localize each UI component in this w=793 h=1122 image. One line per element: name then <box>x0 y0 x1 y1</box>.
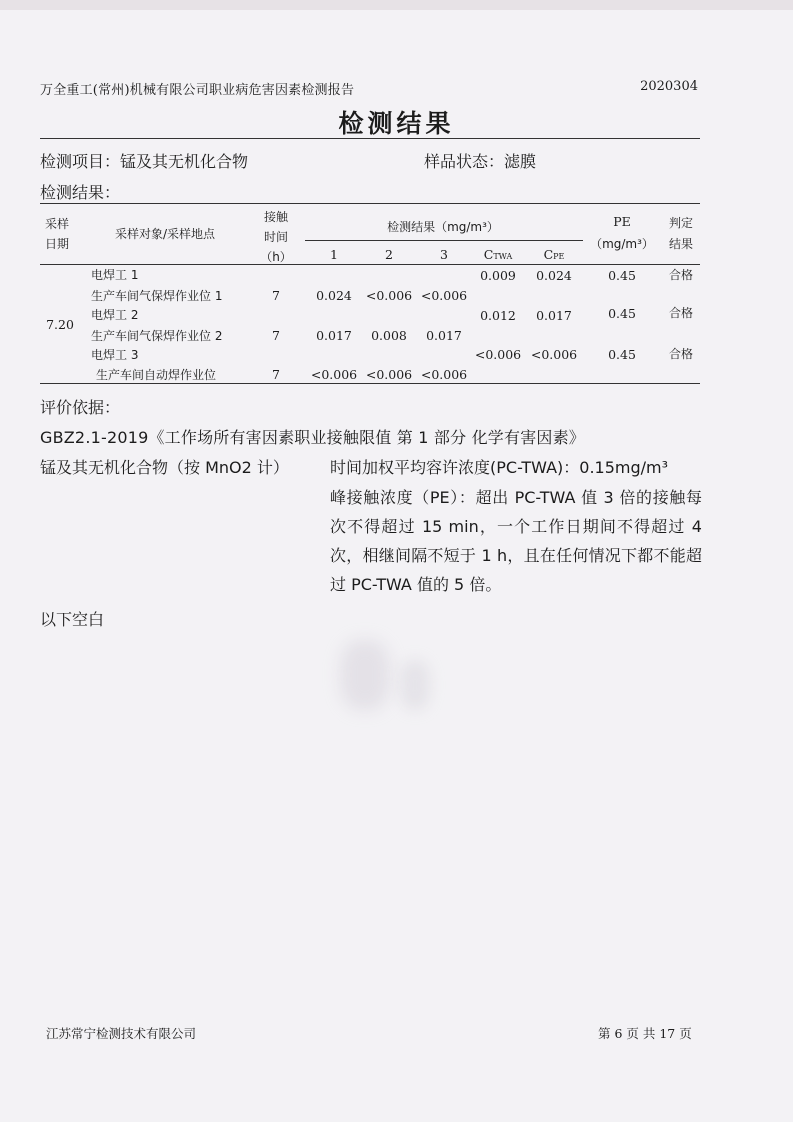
sample-state-label: 样品状态： <box>424 152 505 171</box>
basis-twa: 时间加权平均容许浓度(PC-TWA)：0.15mg/m³ <box>330 458 669 477</box>
row2-time: 7 <box>272 328 280 343</box>
row3-time: 7 <box>272 367 280 382</box>
row2-result-1: 0.017 <box>316 328 352 343</box>
title-divider <box>40 138 700 139</box>
header-date-line1: 采样 <box>44 217 70 231</box>
row1-worker: 电焊工 1 <box>91 268 139 282</box>
results-label: 检测结果： <box>40 183 121 202</box>
row2-pe: 0.45 <box>608 306 636 321</box>
table-bottom-rule <box>40 383 700 384</box>
header-pe-line1: PE <box>613 214 631 229</box>
table-header-rule <box>40 264 700 265</box>
row2-worker: 电焊工 2 <box>91 308 139 322</box>
row1-location: 生产车间气保焊作业位 1 <box>91 289 223 303</box>
header-object: 采样对象/采样地点 <box>114 227 216 241</box>
basis-substance: 锰及其无机化合物（按 MnO2 计） <box>40 458 289 477</box>
row1-time: 7 <box>272 288 280 303</box>
footer-page-number: 第 6 页 共 17 页 <box>598 1026 692 1041</box>
header-ctwa: CTWA <box>483 247 513 262</box>
footer-company: 江苏常宁检测技术有限公司 <box>46 1026 197 1041</box>
row2-ctwa: 0.012 <box>480 308 516 323</box>
sample-date: 7.20 <box>46 317 74 332</box>
sample-state-value: 滤膜 <box>504 152 537 171</box>
row1-pe: 0.45 <box>608 268 636 283</box>
row3-worker: 电焊工 3 <box>91 348 139 362</box>
row3-cpe: <0.006 <box>530 347 578 362</box>
row3-result-3: <0.006 <box>420 367 468 382</box>
header-time-line3: （h） <box>260 250 292 264</box>
results-sub-rule <box>305 240 583 241</box>
basis-heading: 评价依据： <box>40 398 121 417</box>
header-date-line2: 日期 <box>44 237 70 251</box>
row3-result-1: <0.006 <box>310 367 358 382</box>
row1-ctwa: 0.009 <box>480 268 516 283</box>
row2-cpe: 0.017 <box>536 308 572 323</box>
row3-pe: 0.45 <box>608 347 636 362</box>
table-top-rule <box>40 203 700 204</box>
basis-pe-text: 峰接触浓度（PE）：超出 PC-TWA 值 3 倍的接触每次不得超过 15 min，一个工作日期间不得超过 4 次，相继间隔不短于 1 h，且在任何情况下都不能超过 PC-TWA 值的 5 倍。 <box>330 488 702 594</box>
sample-state <box>424 149 536 172</box>
report-number: 2020304 <box>640 79 698 94</box>
test-item-label: 检测项目： <box>40 152 121 171</box>
row3-ctwa: <0.006 <box>474 347 522 362</box>
row3-judge: 合格 <box>668 347 694 361</box>
row3-result-2: <0.006 <box>365 367 413 382</box>
paper-smudge <box>340 640 390 710</box>
row1-result-3: <0.006 <box>420 288 468 303</box>
page-title: 检测结果 <box>338 109 455 138</box>
row1-result-1: 0.024 <box>316 288 352 303</box>
page-top-edge <box>0 0 793 10</box>
report-header-title: 万全重工(常州)机械有限公司职业病危害因素检测报告 <box>40 83 355 98</box>
test-item-value: 锰及其无机化合物 <box>120 152 249 171</box>
header-judge-line1: 判定 <box>668 216 694 230</box>
header-judge-line2: 结果 <box>668 237 694 251</box>
basis-standard: GBZ2.1-2019《工作场所有害因素职业接触限值 第 1 部分 化学有害因素》 <box>40 428 585 447</box>
test-item <box>40 149 248 172</box>
row2-result-3: 0.017 <box>426 328 462 343</box>
row2-location: 生产车间气保焊作业位 2 <box>91 329 223 343</box>
row2-judge: 合格 <box>668 306 694 320</box>
header-results: 检测结果（mg/m³） <box>387 220 499 234</box>
header-result-3: 3 <box>440 247 448 262</box>
row2-result-2: 0.008 <box>371 328 407 343</box>
header-cpe: CPE <box>543 247 565 262</box>
row1-result-2: <0.006 <box>365 288 413 303</box>
header-result-1: 1 <box>330 247 338 262</box>
blank-note: 以下空白 <box>40 610 105 629</box>
paper-smudge <box>400 660 430 710</box>
row3-location: 生产车间自动焊作业位 <box>96 368 217 382</box>
row1-judge: 合格 <box>668 268 694 282</box>
header-time-line1: 接触 <box>263 210 289 224</box>
row1-cpe: 0.024 <box>536 268 572 283</box>
header-time-line2: 时间 <box>263 230 289 244</box>
header-pe-line2: （mg/m³） <box>590 237 654 251</box>
header-result-2: 2 <box>385 247 393 262</box>
